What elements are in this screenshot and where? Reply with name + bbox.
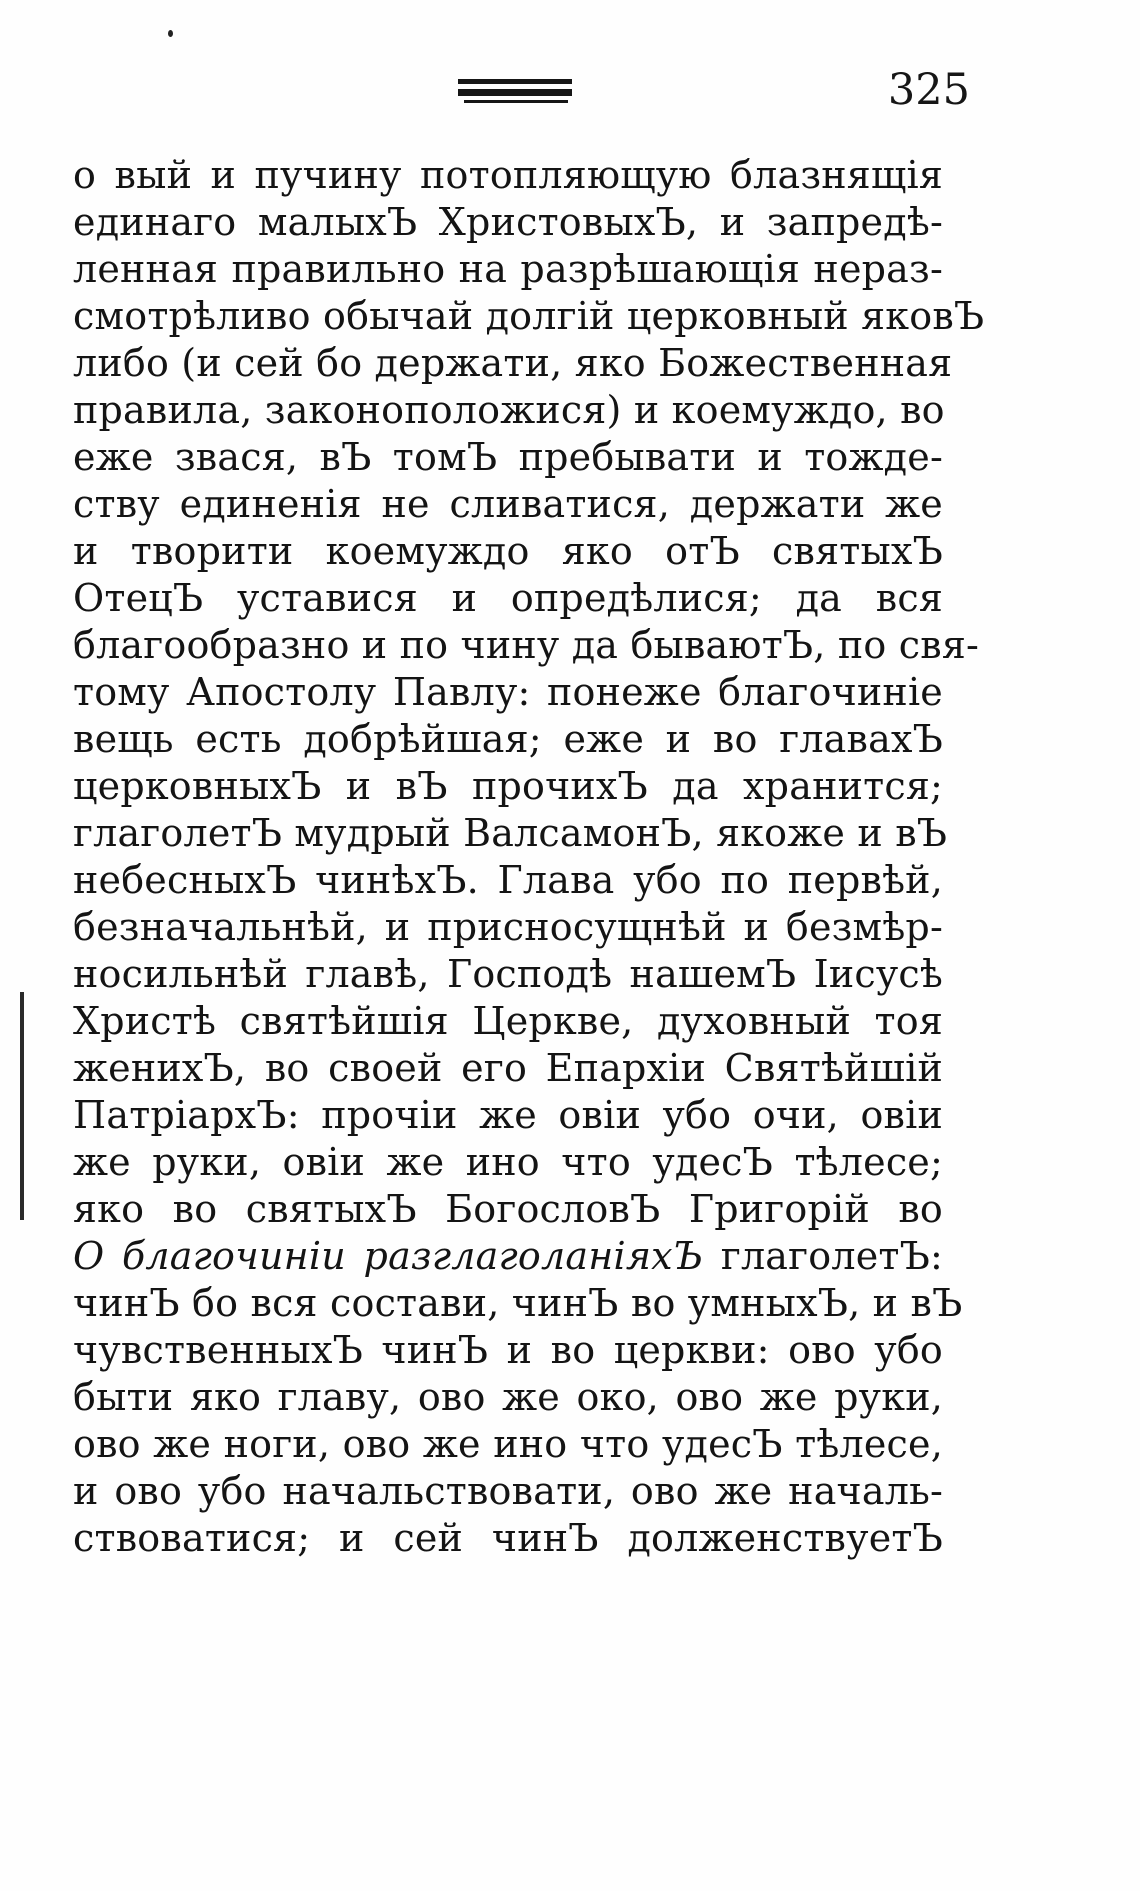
- text-line: быти яко главу, ово же око, ово же руки,: [73, 1375, 943, 1419]
- text-line: же руки, овіи же ино что удесЪ тѣлесе;: [73, 1140, 943, 1184]
- text-line: ствоватися; и сей чинЪ долженствуетЪ: [73, 1516, 943, 1560]
- text-line: ОтецЪ уставися и опредѣлися; да вся: [73, 576, 943, 620]
- text-line: и творити коемуждо яко отЪ святыхЪ: [73, 529, 943, 573]
- text-line: еже звася, вЪ томЪ пребывати и тожде-: [73, 435, 943, 479]
- text-line: благообразно и по чину да бываютЪ, по свя-: [73, 623, 980, 667]
- text-line: ленная правильно на разрѣшающія нераз-: [73, 247, 943, 291]
- text-line: чинЪ бо вся состави, чинЪ во умныхЪ, и вЪ: [73, 1281, 963, 1325]
- text-line: ству единенія не сливатися, держати же: [73, 482, 943, 526]
- body-text: [73, 152, 985, 1562]
- text-line: о вый и пучину потопляющую блазнящія: [73, 153, 943, 197]
- text-line-italic: [73, 1233, 943, 1280]
- text-line: женихЪ, во своей его Епархіи Святѣйшій: [73, 1046, 943, 1090]
- text-line: ово же ноги, ово же ино что удесЪ тѣлесе,: [73, 1422, 943, 1466]
- text-line: чувственныхЪ чинЪ и во церкви: ово убо: [73, 1328, 943, 1372]
- page-number: 325: [887, 65, 970, 115]
- text-line: яко во святыхЪ БогословЪ Григорій во: [73, 1187, 943, 1231]
- text-line: и ово убо начальствовати, ово же началь-: [73, 1469, 943, 1513]
- text-line: ПатріархЪ: прочіи же овіи убо очи, овіи: [73, 1093, 943, 1137]
- text-line: либо (и сей бо держати, яко Божественная: [73, 341, 953, 385]
- text-line: правила, законоположися) и коемуждо, во: [73, 388, 945, 432]
- text-line: вещь есть добрѣйшая; еже и во главахЪ: [73, 717, 943, 761]
- text-line: глаголетЪ мудрый ВалсамонЪ, якоже и вЪ: [73, 811, 948, 855]
- text-line: Христѣ святѣйшія Церкве, духовный тоя: [73, 999, 943, 1043]
- header-ornament-rule: [458, 79, 572, 105]
- italic-title: О благочиніи разглаголаніяхЪ: [73, 1234, 704, 1278]
- text-line: носильнѣй главѣ, Господѣ нашемЪ Іисусѣ: [73, 952, 943, 996]
- margin-mark: [20, 992, 24, 1220]
- italic-line-tail: глаголетЪ:: [720, 1234, 943, 1278]
- text-line: церковныхЪ и вЪ прочихЪ да хранится;: [73, 764, 943, 808]
- text-line: единаго малыхЪ ХристовыхЪ, и запредѣ-: [73, 200, 943, 244]
- text-line: смотрѣливо обычай долгій церковный яковЪ: [73, 294, 985, 338]
- text-line: небесныхЪ чинѣхЪ. Глава убо по первѣй,: [73, 858, 943, 902]
- text-line: тому Апостолу Павлу: понеже благочиніе: [73, 670, 943, 714]
- ink-speck: [168, 30, 173, 37]
- text-line: безначальнѣй, и присносущнѣй и безмѣр-: [73, 905, 943, 949]
